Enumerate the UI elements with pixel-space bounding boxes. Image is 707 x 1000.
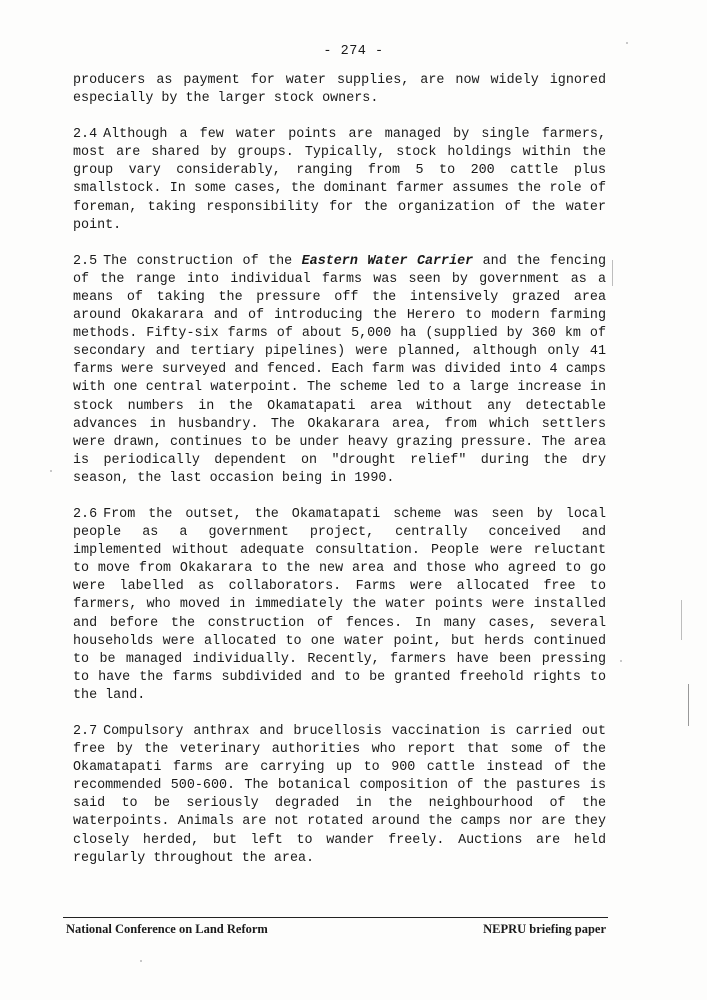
footer-right-text: NEPRU briefing paper [483, 922, 606, 936]
paragraph-text: Although a few water points are managed by single farmers, most are shared by groups. Typically, stock holdings within the group vary considerably, ranging from 5 to 200 cattle plus smallstock. In some cases, the dominant farmer assumes the role of foreman, taking responsibility for the organization of the water point. [73, 127, 606, 233]
scan-edge-mark [612, 260, 613, 286]
scan-edge-mark [688, 684, 689, 726]
paragraph-2-7 [73, 723, 606, 868]
paragraph-number: 2.5 [73, 253, 98, 269]
page-footer [66, 922, 606, 937]
paragraph-number: 2.4 [73, 127, 98, 143]
paragraph-text-end: and the fencing of the range into individual farms was seen by government as a means of taking the pressure off the intensively grazed area around Okakarara and of introducing the Herero to modern farming methods. Fifty-six farms of about 5,000 ha (supplied by 360 km of secondary and tertiary pipelines) were planned, although only 41 farms were surveyed and fenced. Each farm was divided into 4 camps with one central waterpoint. The scheme led to a large increase in stock numbers in the Okamatapati area without any detectable advances in husbandry. The Okakarara area, from which settlers were drawn, continues to be under heavy grazing pressure. The area is periodically dependent on "drought relief" during the dry season, the last occasion being in 1990. [73, 253, 607, 486]
paragraph-2-5 [73, 253, 606, 488]
page-number: - 274 - [323, 44, 384, 59]
scan-speck [620, 660, 622, 662]
scan-speck [50, 470, 52, 472]
paragraph-text: Compulsory anthrax and brucellosis vaccination is carried out free by the veterinary authorities who report that some of the Okamatapati farms are carrying up to 900 cattle instead of the recommended 500-600. The botanical composition of the pastures is said to be seriously degraded in the neighbourhood of the waterpoints. Animals are not rotated around the camps nor are they closely herded, but left to wander freely. Auctions are held regularly throughout the area. [73, 724, 606, 866]
emphasized-term: Eastern Water Carrier [301, 253, 474, 269]
paragraph-number: 2.7 [73, 724, 98, 739]
paragraph-number: 2.6 [73, 506, 98, 522]
paragraph-text: producers as payment for water supplies, are now widely ignored especially by the larger stock owners. [73, 73, 606, 107]
paragraph-continuation [73, 72, 606, 108]
paragraph-text: From the outset, the Okamatapati scheme was seen by local people as a government project, centrally conceived and implemented without adequate consultation. People were reluctant to move from Okakarara to the new area and those who agreed to go were labelled as collaborators. Farms were allocated free to farmers, who moved in immediately the water points were installed and before the construction of fences. In many cases, several households were allocated to one water point, but herds continued to be managed individually. Recently, farmers have been pressing to have the farms subdivided and to be granted freehold rights to the land. [73, 506, 606, 703]
scan-speck [626, 42, 628, 44]
document-body [73, 72, 606, 886]
scan-edge-mark [681, 600, 682, 640]
paragraph-text-start: The construction of the [103, 253, 302, 269]
paragraph-2-6 [73, 506, 606, 705]
paragraph-2-4 [73, 126, 606, 235]
footer-divider [63, 917, 608, 918]
scan-speck [140, 960, 142, 962]
footer-left-text: National Conference on Land Reform [66, 922, 268, 936]
